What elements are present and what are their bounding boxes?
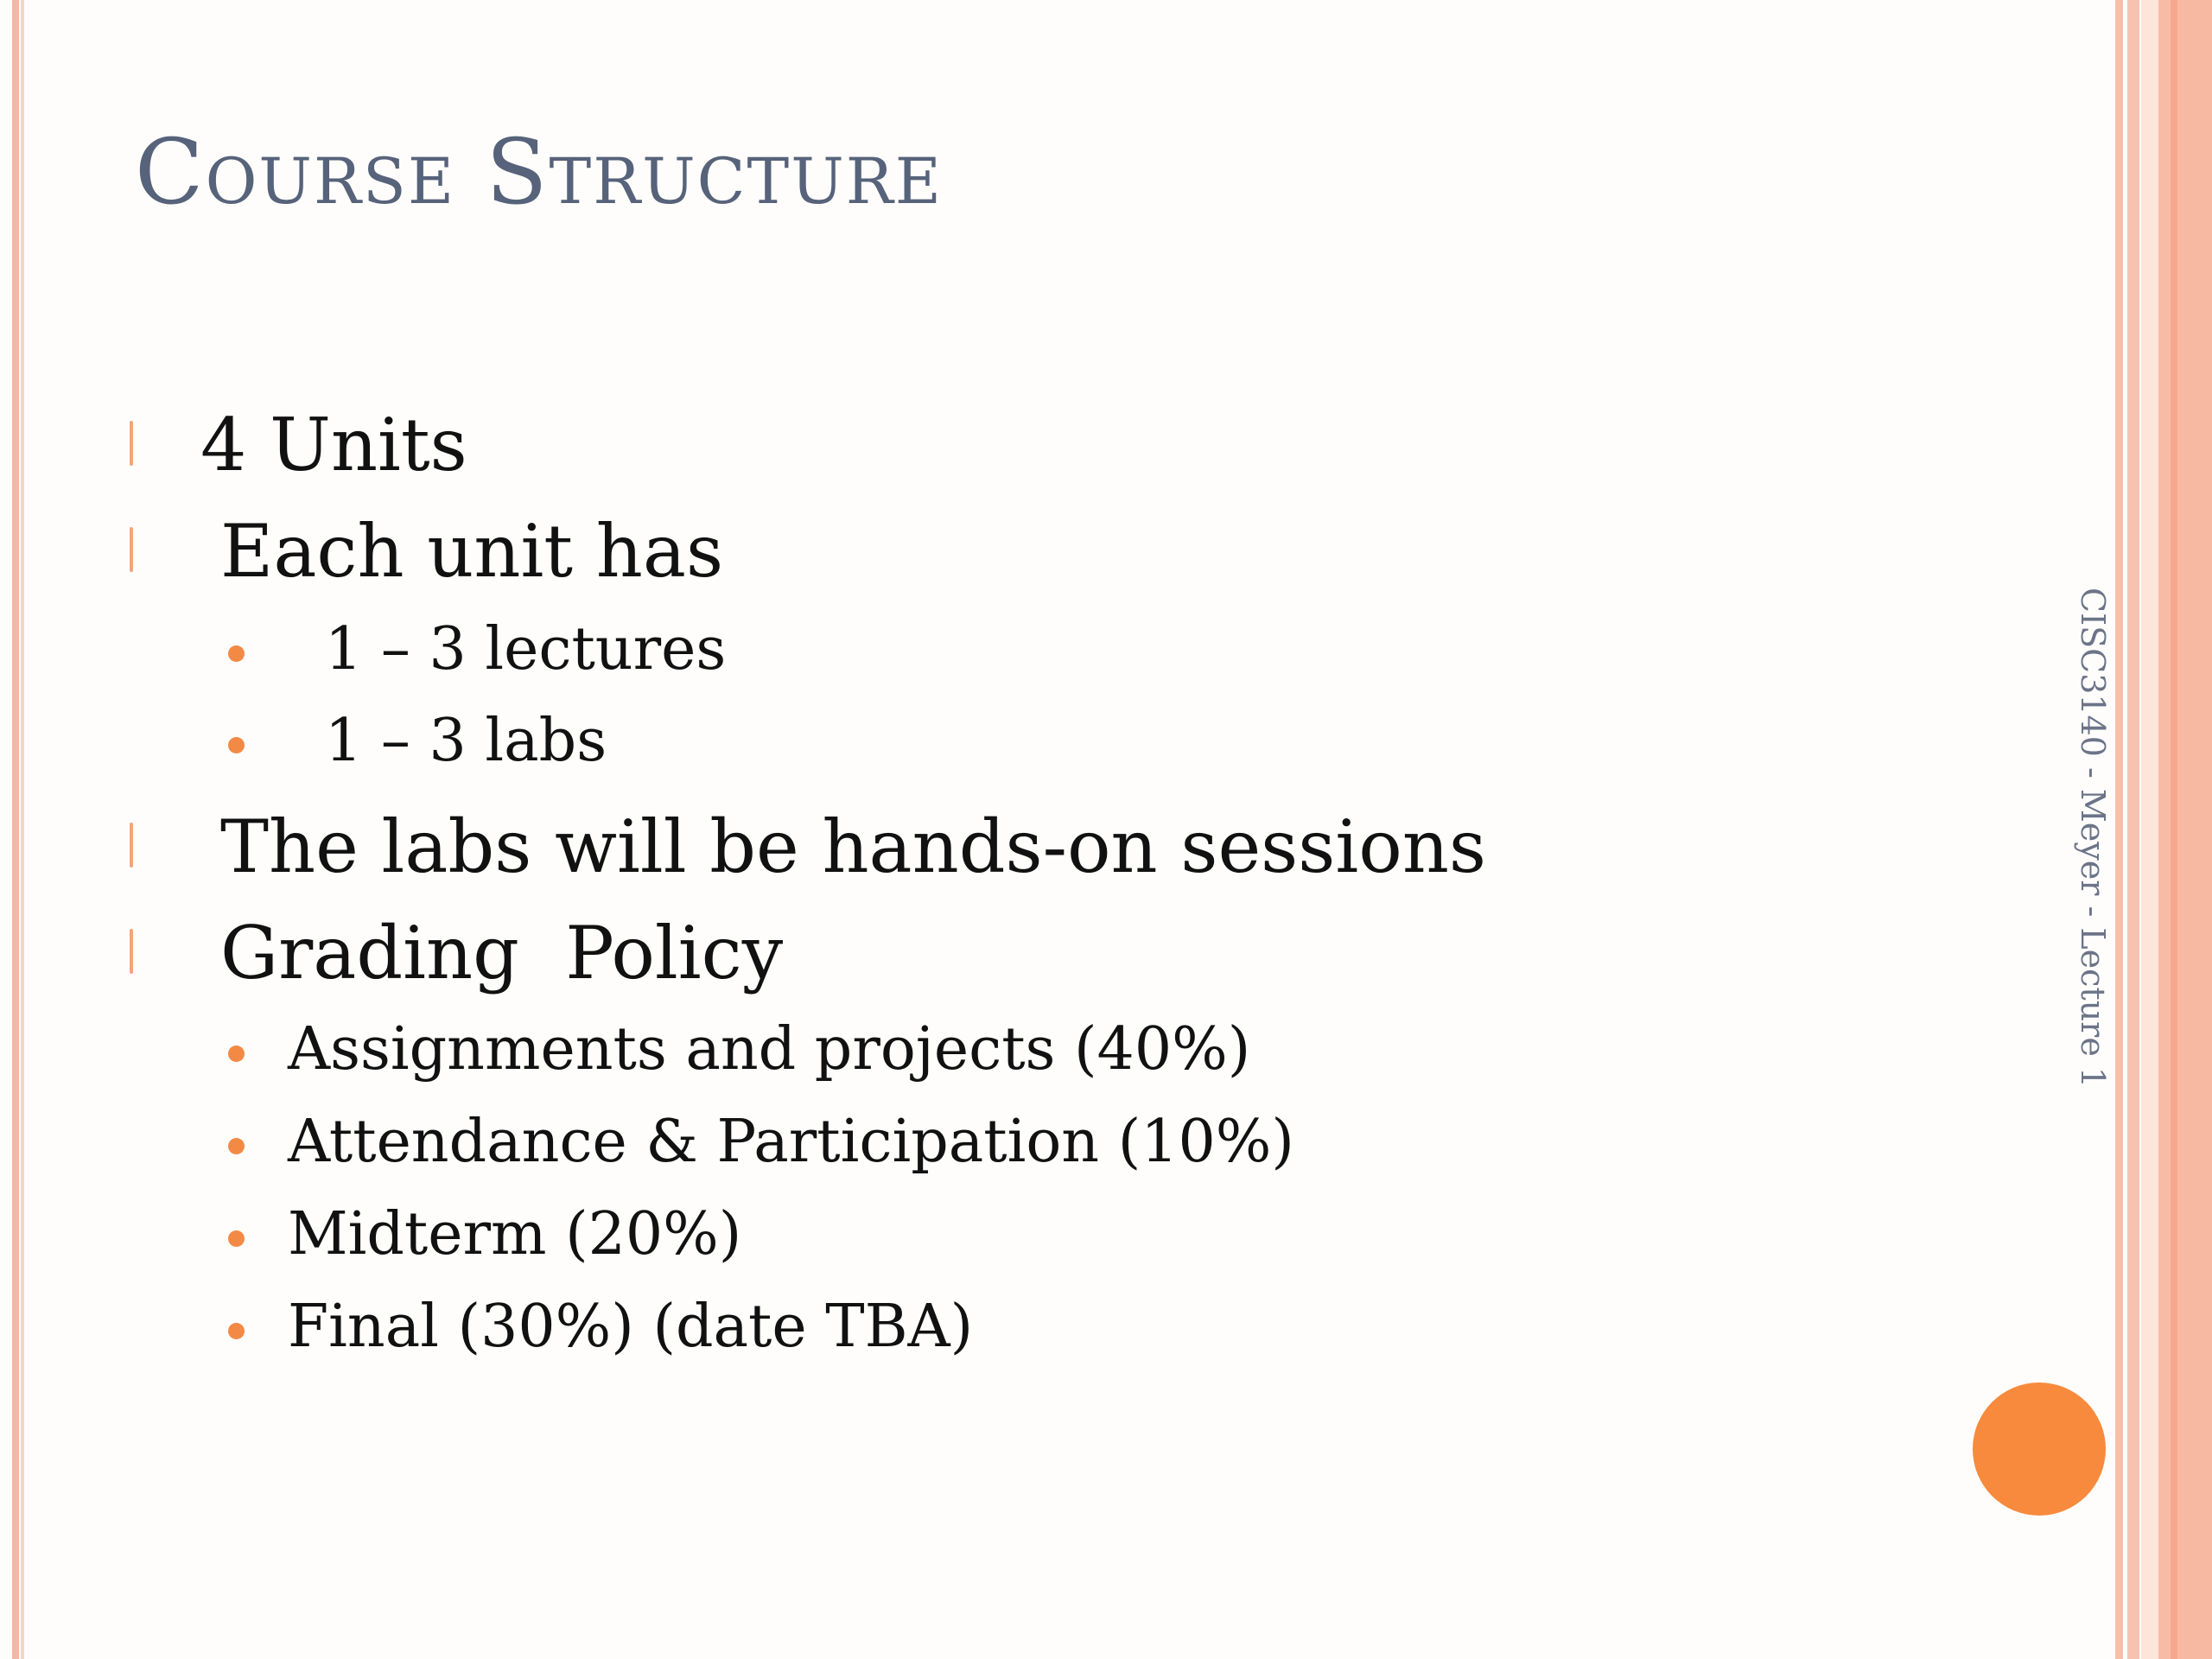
slide-title: Course Structure	[135, 119, 944, 225]
sub-bullet-lectures: 1 – 3 lectures	[325, 615, 727, 683]
right-border-stripe-2	[2127, 0, 2139, 1659]
left-border-stripe-inner	[21, 0, 24, 1659]
sub-bullet-assignments: Assignments and projects (40%)	[288, 1015, 1251, 1084]
bullet-labs-hands-on: The labs will be hands-on sessions	[220, 804, 1487, 889]
right-border-stripe-4	[2158, 0, 2171, 1659]
right-border-stripe-6	[2177, 0, 2212, 1659]
sub-bullet-attendance: Attendance & Participation (10%)	[288, 1108, 1294, 1176]
right-border-stripe-5	[2171, 0, 2177, 1659]
slide-footer: CISC3140 - Meyer - Lecture 1	[2074, 588, 2112, 1089]
bullet-grading-policy: Grading Policy	[220, 911, 784, 995]
sub-bullet-marker	[228, 1230, 245, 1247]
bullet-marker	[130, 527, 133, 572]
bullet-marker	[130, 929, 133, 974]
sub-bullet-labs: 1 – 3 labs	[325, 707, 607, 775]
sub-bullet-marker	[228, 1323, 245, 1339]
sub-bullet-marker	[228, 1138, 245, 1154]
bullet-marker	[130, 421, 133, 466]
sub-bullet-marker	[228, 737, 245, 753]
bullet-each-unit: Each unit has	[220, 509, 724, 594]
sub-bullet-final: Final (30%) (date TBA)	[288, 1293, 974, 1361]
left-border-stripe	[12, 0, 19, 1659]
accent-circle	[1973, 1382, 2106, 1516]
right-border-stripe-1	[2115, 0, 2123, 1659]
right-border-stripe-3	[2141, 0, 2158, 1659]
bullet-marker	[130, 823, 133, 868]
bullet-units: 4 Units	[200, 403, 467, 487]
sub-bullet-midterm: Midterm (20%)	[288, 1200, 742, 1268]
sub-bullet-marker	[228, 645, 245, 662]
sub-bullet-marker	[228, 1046, 245, 1062]
